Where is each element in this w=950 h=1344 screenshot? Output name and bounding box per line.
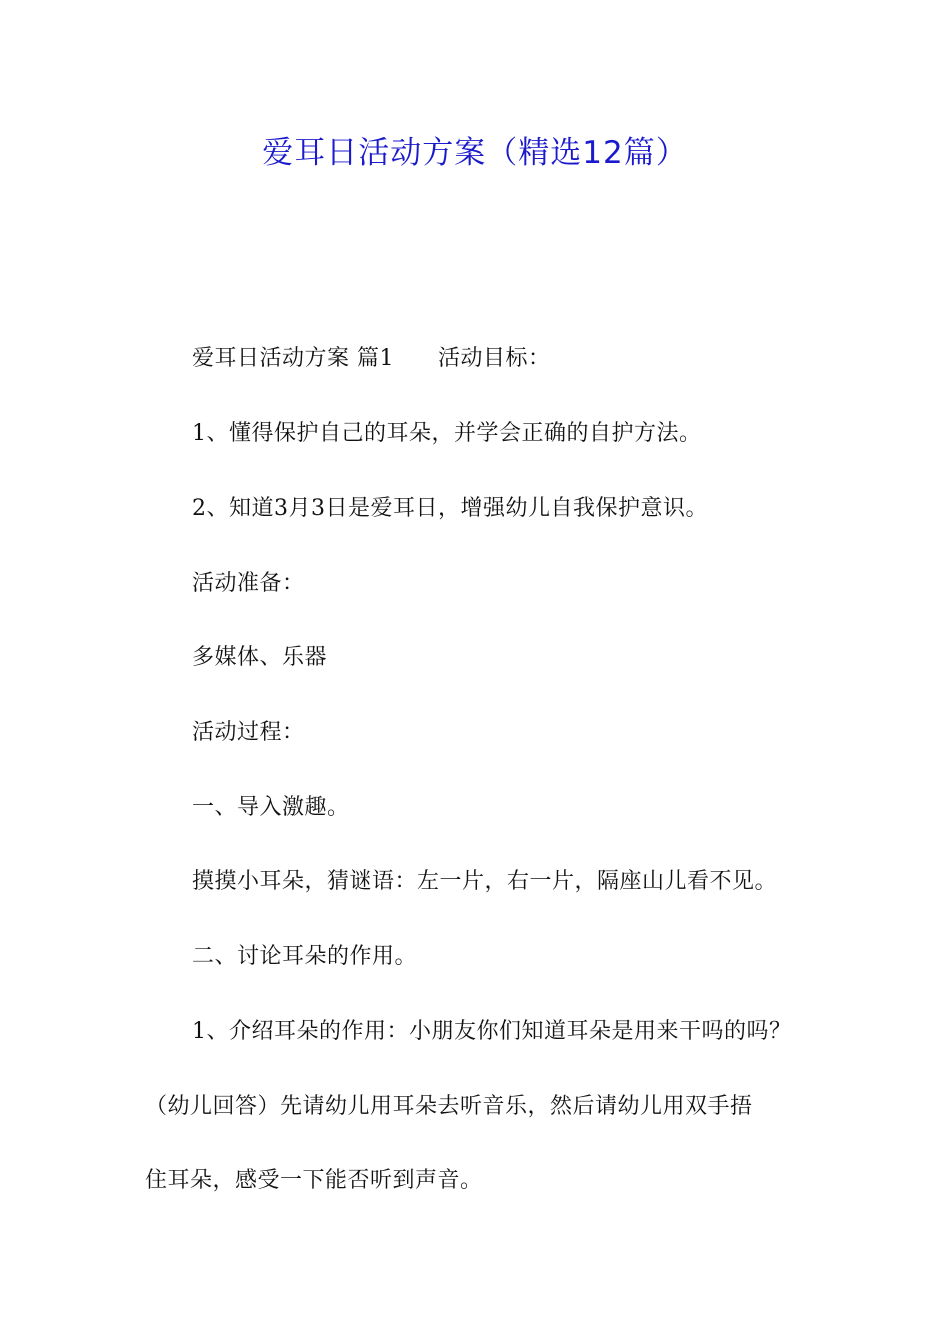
section-heading	[192, 343, 551, 375]
paragraph: （幼儿回答）先请幼儿用耳朵去听音乐，然后请幼儿用双手捂	[145, 1094, 753, 1119]
paragraph: 多媒体、乐器	[192, 645, 328, 670]
section-subtitle: 活动目标：	[438, 346, 551, 371]
paragraph: 1、懂得保护自己的耳朵，并学会正确的自护方法。	[192, 421, 702, 446]
document-title: 爱耳日活动方案（精选12篇）	[262, 135, 688, 171]
paragraph: 摸摸小耳朵，猜谜语：左一片，右一片，隔座山儿看不见。	[192, 869, 778, 894]
paragraph: 住耳朵，感受一下能否听到声音。	[145, 1168, 483, 1193]
paragraph: 二、讨论耳朵的作用。	[192, 944, 418, 969]
paragraph: 活动准备：	[192, 571, 305, 596]
paragraph: 活动过程：	[192, 720, 305, 745]
section-title: 爱耳日活动方案 篇1	[192, 346, 394, 371]
paragraph: 一、导入激趣。	[192, 795, 350, 820]
paragraph: 1、介绍耳朵的作用：小朋友你们知道耳朵是用来干吗的吗？	[192, 1019, 792, 1044]
paragraph: 2、知道3月3日是爱耳日，增强幼儿自我保护意识。	[192, 496, 708, 521]
